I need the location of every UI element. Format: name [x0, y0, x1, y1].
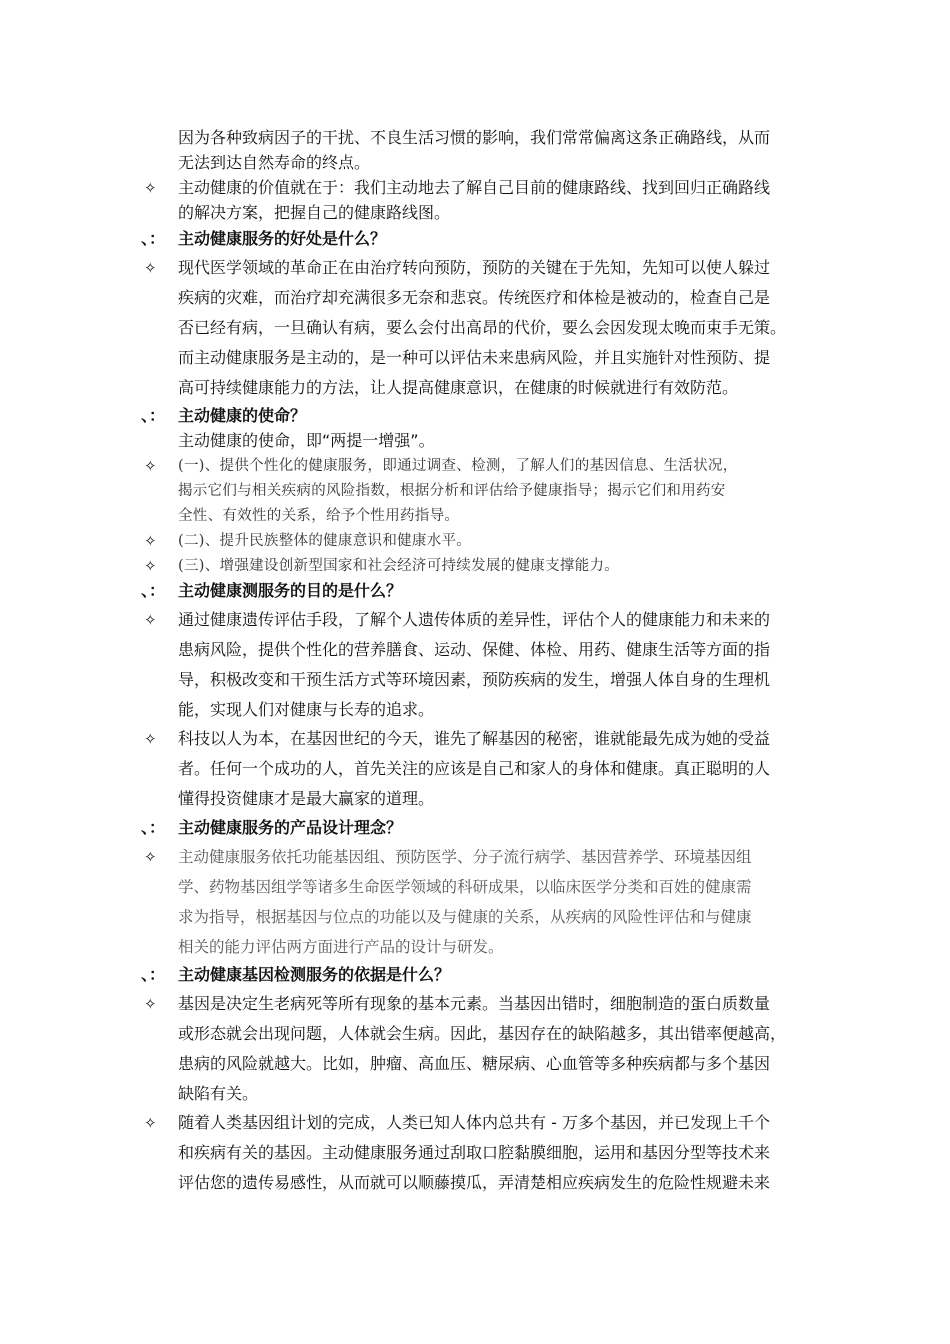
text-line: 疾病的灾难，而治疗却充满很多无奈和悲哀。传统医疗和体检是被动的，检查自己是	[178, 288, 771, 307]
text-line: 学、药物基因组学等诸多生命医学领域的科研成果，以临床医学分类和百姓的健康需	[178, 878, 752, 896]
text-line: 否已经有病，一旦确认有病，要么会付出高昂的代价，要么会因发现太晚而束手无策。	[178, 318, 787, 337]
question-heading: 主动健康服务的好处是什么？	[178, 229, 387, 248]
question-marker: 、：	[141, 406, 166, 425]
bullet-icon: ✧	[144, 611, 157, 629]
question-marker: 、：	[141, 581, 166, 600]
text-line: 和疾病有关的基因。主动健康服务通过刮取口腔黏膜细胞，运用和基因分型等技术来	[178, 1143, 771, 1162]
text-line: 无法到达自然寿命的终点。	[178, 153, 371, 172]
text-line: 或形态就会出现问题，人体就会生病。因此，基因存在的缺陷越多，其出错率便越高，	[178, 1024, 787, 1043]
text-line: 基因是决定生老病死等所有现象的基本元素。当基因出错时，细胞制造的蛋白质数量	[178, 994, 771, 1013]
text-line: 主动健康服务依托功能基因组、预防医学、分子流行病学、基因营养学、环境基因组	[178, 848, 752, 866]
question-heading: 主动健康服务的产品设计理念？	[178, 818, 403, 837]
bullet-icon: ✧	[144, 179, 157, 197]
text-line: 主动健康的价值就在于：我们主动地去了解自己目前的健康路线、找到回归正确路线	[178, 178, 771, 197]
bullet-icon: ✧	[144, 259, 157, 277]
text-line: 相关的能力评估两方面进行产品的设计与研发。	[178, 938, 504, 956]
text-line: 的解决方案，把握自己的健康路线图。	[178, 203, 451, 222]
text-line: 懂得投资健康才是最大赢家的道理。	[178, 789, 435, 808]
question-heading: 主动健康基因检测服务的依据是什么？	[178, 965, 451, 984]
bullet-icon: ✧	[144, 995, 157, 1013]
text-line: 揭示它们与相关疾病的风险指数，根据分析和评估给予健康指导；揭示它们和用药安	[178, 483, 726, 499]
text-line: 通过健康遗传评估手段，了解个人遗传体质的差异性，评估个人的健康能力和未来的	[178, 610, 771, 629]
text-line: 主动健康的使命，即“两提一增强”。	[178, 431, 435, 450]
bullet-icon: ✧	[144, 848, 157, 866]
bullet-icon: ✧	[144, 1114, 157, 1132]
text-line: 科技以人为本，在基因世纪的今天，谁先了解基因的秘密，谁就能最先成为她的受益	[178, 729, 771, 748]
question-marker: 、：	[141, 965, 166, 984]
text-line: 患病风险，提供个性化的营养膳食、运动、保健、体检、用药、健康生活等方面的指	[178, 640, 771, 659]
question-marker: 、：	[141, 229, 166, 248]
text-line: 随着人类基因组计划的完成，人类已知人体内总共有 - 万多个基因，并已发现上千个	[178, 1113, 770, 1132]
text-line: (二)、提升民族整体的健康意识和健康水平。	[178, 533, 472, 549]
text-line: 高可持续健康能力的方法，让人提高健康意识，在健康的时候就进行有效防范。	[178, 378, 739, 397]
text-line: (一)、提供个性化的健康服务，即通过调查、检测，了解人们的基因信息、生活状况，	[178, 458, 738, 474]
text-line: (三)、增强建设创新型国家和社会经济可持续发展的健康支撑能力。	[178, 558, 620, 574]
bullet-icon: ✧	[144, 730, 157, 748]
bullet-icon: ✧	[144, 532, 157, 550]
text-line: 评估您的遗传易感性，从而就可以顺藤摸瓜，弄清楚相应疾病发生的危险性规避未来	[178, 1173, 771, 1192]
question-heading: 主动健康测服务的目的是什么？	[178, 581, 403, 600]
text-line: 因为各种致病因子的干扰、不良生活习惯的影响，我们常常偏离这条正确路线，从而	[178, 128, 771, 147]
text-line: 缺陷有关。	[178, 1084, 259, 1103]
text-line: 能，实现人们对健康与长寿的追求。	[178, 700, 435, 719]
text-line: 全性、有效性的关系，给予个性用药指导。	[178, 508, 460, 524]
bullet-icon: ✧	[144, 457, 157, 475]
question-marker: 、：	[141, 818, 166, 837]
text-line: 导，积极改变和干预生活方式等环境因素，预防疾病的发生，增强人体自身的生理机	[178, 670, 771, 689]
text-line: 患病的风险就越大。比如，肿瘤、高血压、糖尿病、心血管等多种疾病都与多个基因	[178, 1054, 771, 1073]
text-line: 现代医学领域的革命正在由治疗转向预防，预防的关键在于先知，先知可以使人躲过	[178, 258, 771, 277]
question-heading: 主动健康的使命？	[178, 406, 307, 425]
text-line: 而主动健康服务是主动的，是一种可以评估未来患病风险，并且实施针对性预防、提	[178, 348, 771, 367]
text-line: 者。任何一个成功的人，首先关注的应该是自己和家人的身体和健康。真正聪明的人	[178, 759, 771, 778]
text-line: 求为指导，根据基因与位点的功能以及与健康的关系，从疾病的风险性评估和与健康	[178, 908, 752, 926]
bullet-icon: ✧	[144, 557, 157, 575]
